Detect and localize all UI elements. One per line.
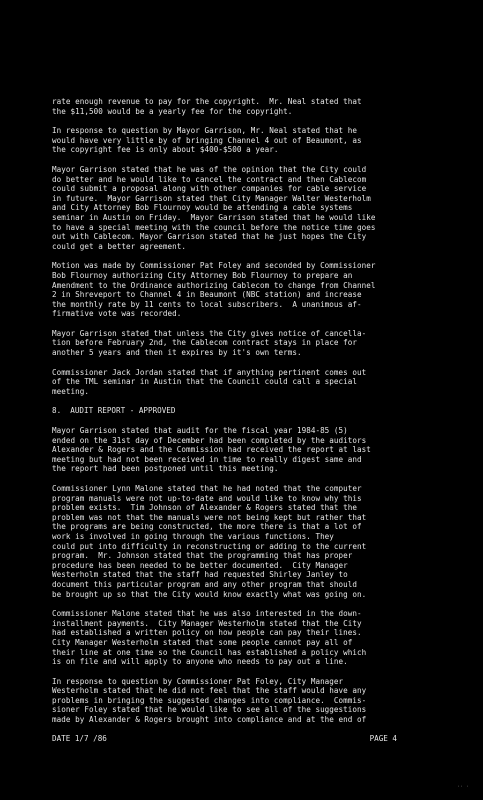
- paragraph-cancellation-notice: Mayor Garrison stated that unless the City gives notice of cancella- tion before February 2nd, the Cablecom contract stays in place for another 5 years and then it expires by it's own terms.: [52, 328, 367, 358]
- page-footer: [52, 734, 397, 744]
- paragraph-installment-payments: Commissioner Malone stated that he was also interested in the down- installment payments. City Manager Westerholm stated that the City had established a written policy on how people can pay their lines. City Manager Westerholm stated that some people cannot pay all of their line at one time so the Council has established a policy which is on file and will apply to anyone who needs to pay out a line.: [52, 609, 367, 667]
- footer-date: DATE 1/7 /86: [52, 734, 107, 743]
- paragraph-motion-amendment: Motion was made by Commissioner Pat Foley and seconded by Commissioner Bob Flournoy authorizing City Attorney Bob Flournoy to prepare an Amendment to the Ordinance authorizing Cablecom to change from Channel 2 in Shreveport to Channel 4 in Beaumont (NBC station) and increase the monthly rate by 11 cents to local subscribers. A unanimous af- firmative vote was recorded.: [52, 261, 376, 319]
- paragraph-compliance-changes: In response to question by Commissioner Pat Foley, City Manager Westerholm stated that he did not feel that the staff would have any problems in bringing the suggested changes into compliance. Commis- sioner Foley stated that he would like to see all of the suggestions made by Alexander & Rogers brought into compliance and at the end of: [52, 676, 367, 725]
- paragraph-audit-completed: Mayor Garrison stated that audit for the fiscal year 1984-85 (5) ended on the 31st day of December had been completed by the auditors Alexander & Rogers and the Commission had received the report at last meeting but had not been received in time to really digest same and the report had been postponed until this meeting.: [52, 426, 371, 474]
- paragraph-computer-manuals: Commissioner Lynn Malone stated that he had noted that the computer program manuals were not up-to-date and would like to know why this problem exists. Tim Johnson of Alexander & Rogers stated that the problem was not that the manuals were not being kept but rather that the programs are being constructed, the more there is that a lot of work is involved in going through the various functions. They could put into difficulty in reconstructing or adding to the current program. Mr. Johnson stated that the programming that has proper procedure has been needed to be better documented. City Manager Westerholm stated that the staff had requested Shirley Janley to document this particular program and any other program that should be brought up so that the City would know exactly what was going on.: [52, 484, 367, 599]
- section-heading-audit-report: 8. AUDIT REPORT - APPROVED: [52, 406, 176, 416]
- document-page: [52, 97, 440, 735]
- corner-scan-mark: ·· ·: [456, 784, 469, 790]
- paragraph-channel-4-response: In response to question by Mayor Garrison, Mr. Neal stated that he would have very little by of bringing Channel 4 out of Beaumont, as the copyright fee is only about $400-$500 a year.: [52, 126, 362, 155]
- paragraph-special-meeting: Commissioner Jack Jordan stated that if anything pertinent comes out of the TML seminar in Austin that the Council could call a special meeting.: [52, 367, 367, 396]
- paragraph-copyright-revenue: rate enough revenue to pay for the copyright. Mr. Neal stated that the $11,500 would be a yearly fee for the copyright.: [52, 97, 362, 116]
- paragraph-cancel-contract: Mayor Garrison stated that he was of the opinion that the City could do better and he would like to cancel the contract and then Cablecom could submit a proposal along with other companies for cable service in future. Mayor Garrison stated that City Manager Walter Westerholm and City Attorney Bob Flournoy would be attending a cable systems seminar in Austin on Friday. Mayor Garrison stated that he would like to have a special meeting with the council before the notice time goes out with Cablecom. Mayor Garrison stated that he just hopes the City could get a better agreement.: [52, 164, 376, 251]
- footer-page-number: PAGE 4: [369, 734, 397, 743]
